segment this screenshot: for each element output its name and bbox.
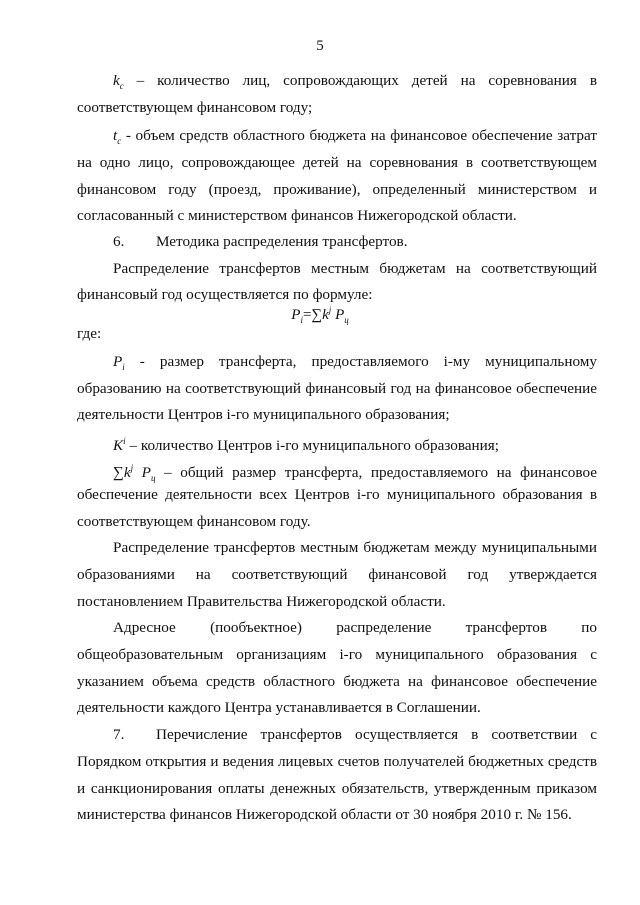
variable-k-i: $K^i$ [113, 436, 126, 455]
paragraph-line: $\sum k^j$ $P_ц$ – общий размер трансферта, предоставляемого на финансовое [113, 463, 597, 484]
paragraph-line: согласованный с министерством финансов Нижегородской области. [77, 207, 517, 224]
paragraph-line: Адресное (пообъектное) распределение трансфертов по [113, 619, 597, 636]
paragraph-line: на одно лицо, сопровождающее детей на соревнования в соответствующем [77, 154, 597, 171]
paragraph-line: деятельности каждого Центра устанавливается в Соглашении. [77, 699, 481, 716]
paragraph-line: финансовый год осуществляется по формуле: [77, 286, 373, 303]
paragraph-line: деятельности Центров i-го муниципального образования; [77, 406, 450, 423]
variable-k: $k_c$ [113, 72, 124, 92]
page-number: 5 [316, 38, 324, 54]
section-number: 7. [113, 726, 125, 743]
paragraph-line: министерства финансов Нижегородской области от 30 ноября 2010 г. № 156. [77, 806, 572, 823]
paragraph-line: обеспечение деятельности всех Центров i-го муниципального образования в [77, 486, 597, 503]
paragraph-line: $P_i$ - размер трансферта, предоставляемого i-му муниципальному [113, 353, 597, 373]
paragraph-line: $t_c$ - объем средств областного бюджета на финансовое обеспечение затрат [113, 127, 597, 147]
paragraph-line: указанием объема средств областного бюджета на финансовое обеспечение [77, 673, 597, 690]
paragraph-line: постановлением Правительства Нижегородской области. [77, 593, 446, 610]
formula: $P_i=\sum k^j$ $P_ц$ [291, 305, 349, 325]
paragraph-line: образованию на соответствующий финансовый год на финансовое обеспечение [77, 380, 597, 397]
section-number: 6. [113, 233, 125, 250]
paragraph-line: финансовом году (проезд, проживание), определенный министерством и [77, 181, 597, 198]
paragraph-line: Распределение трансфертов местным бюджетам на соответствующий [113, 260, 597, 277]
paragraph-line: Порядком открытия и ведения лицевых счетов получателей бюджетных средств [77, 753, 597, 770]
where-label: где: [77, 325, 102, 342]
paragraph-line: Распределение трансфертов местным бюджетам между муниципальными [113, 539, 597, 556]
section-heading: Методика распределения трансфертов. [156, 233, 408, 250]
paragraph-line: $k_c$ – количество лиц, сопровождающих детей на соревнования в [113, 72, 597, 92]
paragraph-line: $K^i$ – количество Центров i-го муниципального образования; [113, 436, 499, 455]
paragraph-line: общеобразовательным организациям i-го муниципального образования с [77, 646, 597, 663]
paragraph-line: соответствующем финансовом году; [77, 99, 313, 116]
variable-p: $P_i$ [113, 353, 125, 373]
paragraph-line: соответствующем финансовом году. [77, 513, 311, 530]
variable-t: $t_c$ [113, 127, 122, 147]
paragraph-line: и санкционирования оплаты денежных обязательств, утвержденным приказом [77, 780, 597, 797]
sum-symbol: ∑ [113, 464, 124, 482]
section-text: Перечисление трансфертов осуществляется в соответствии с [156, 726, 597, 743]
paragraph-line: образованиями на соответствующий финансовой год утверждается [77, 566, 597, 583]
